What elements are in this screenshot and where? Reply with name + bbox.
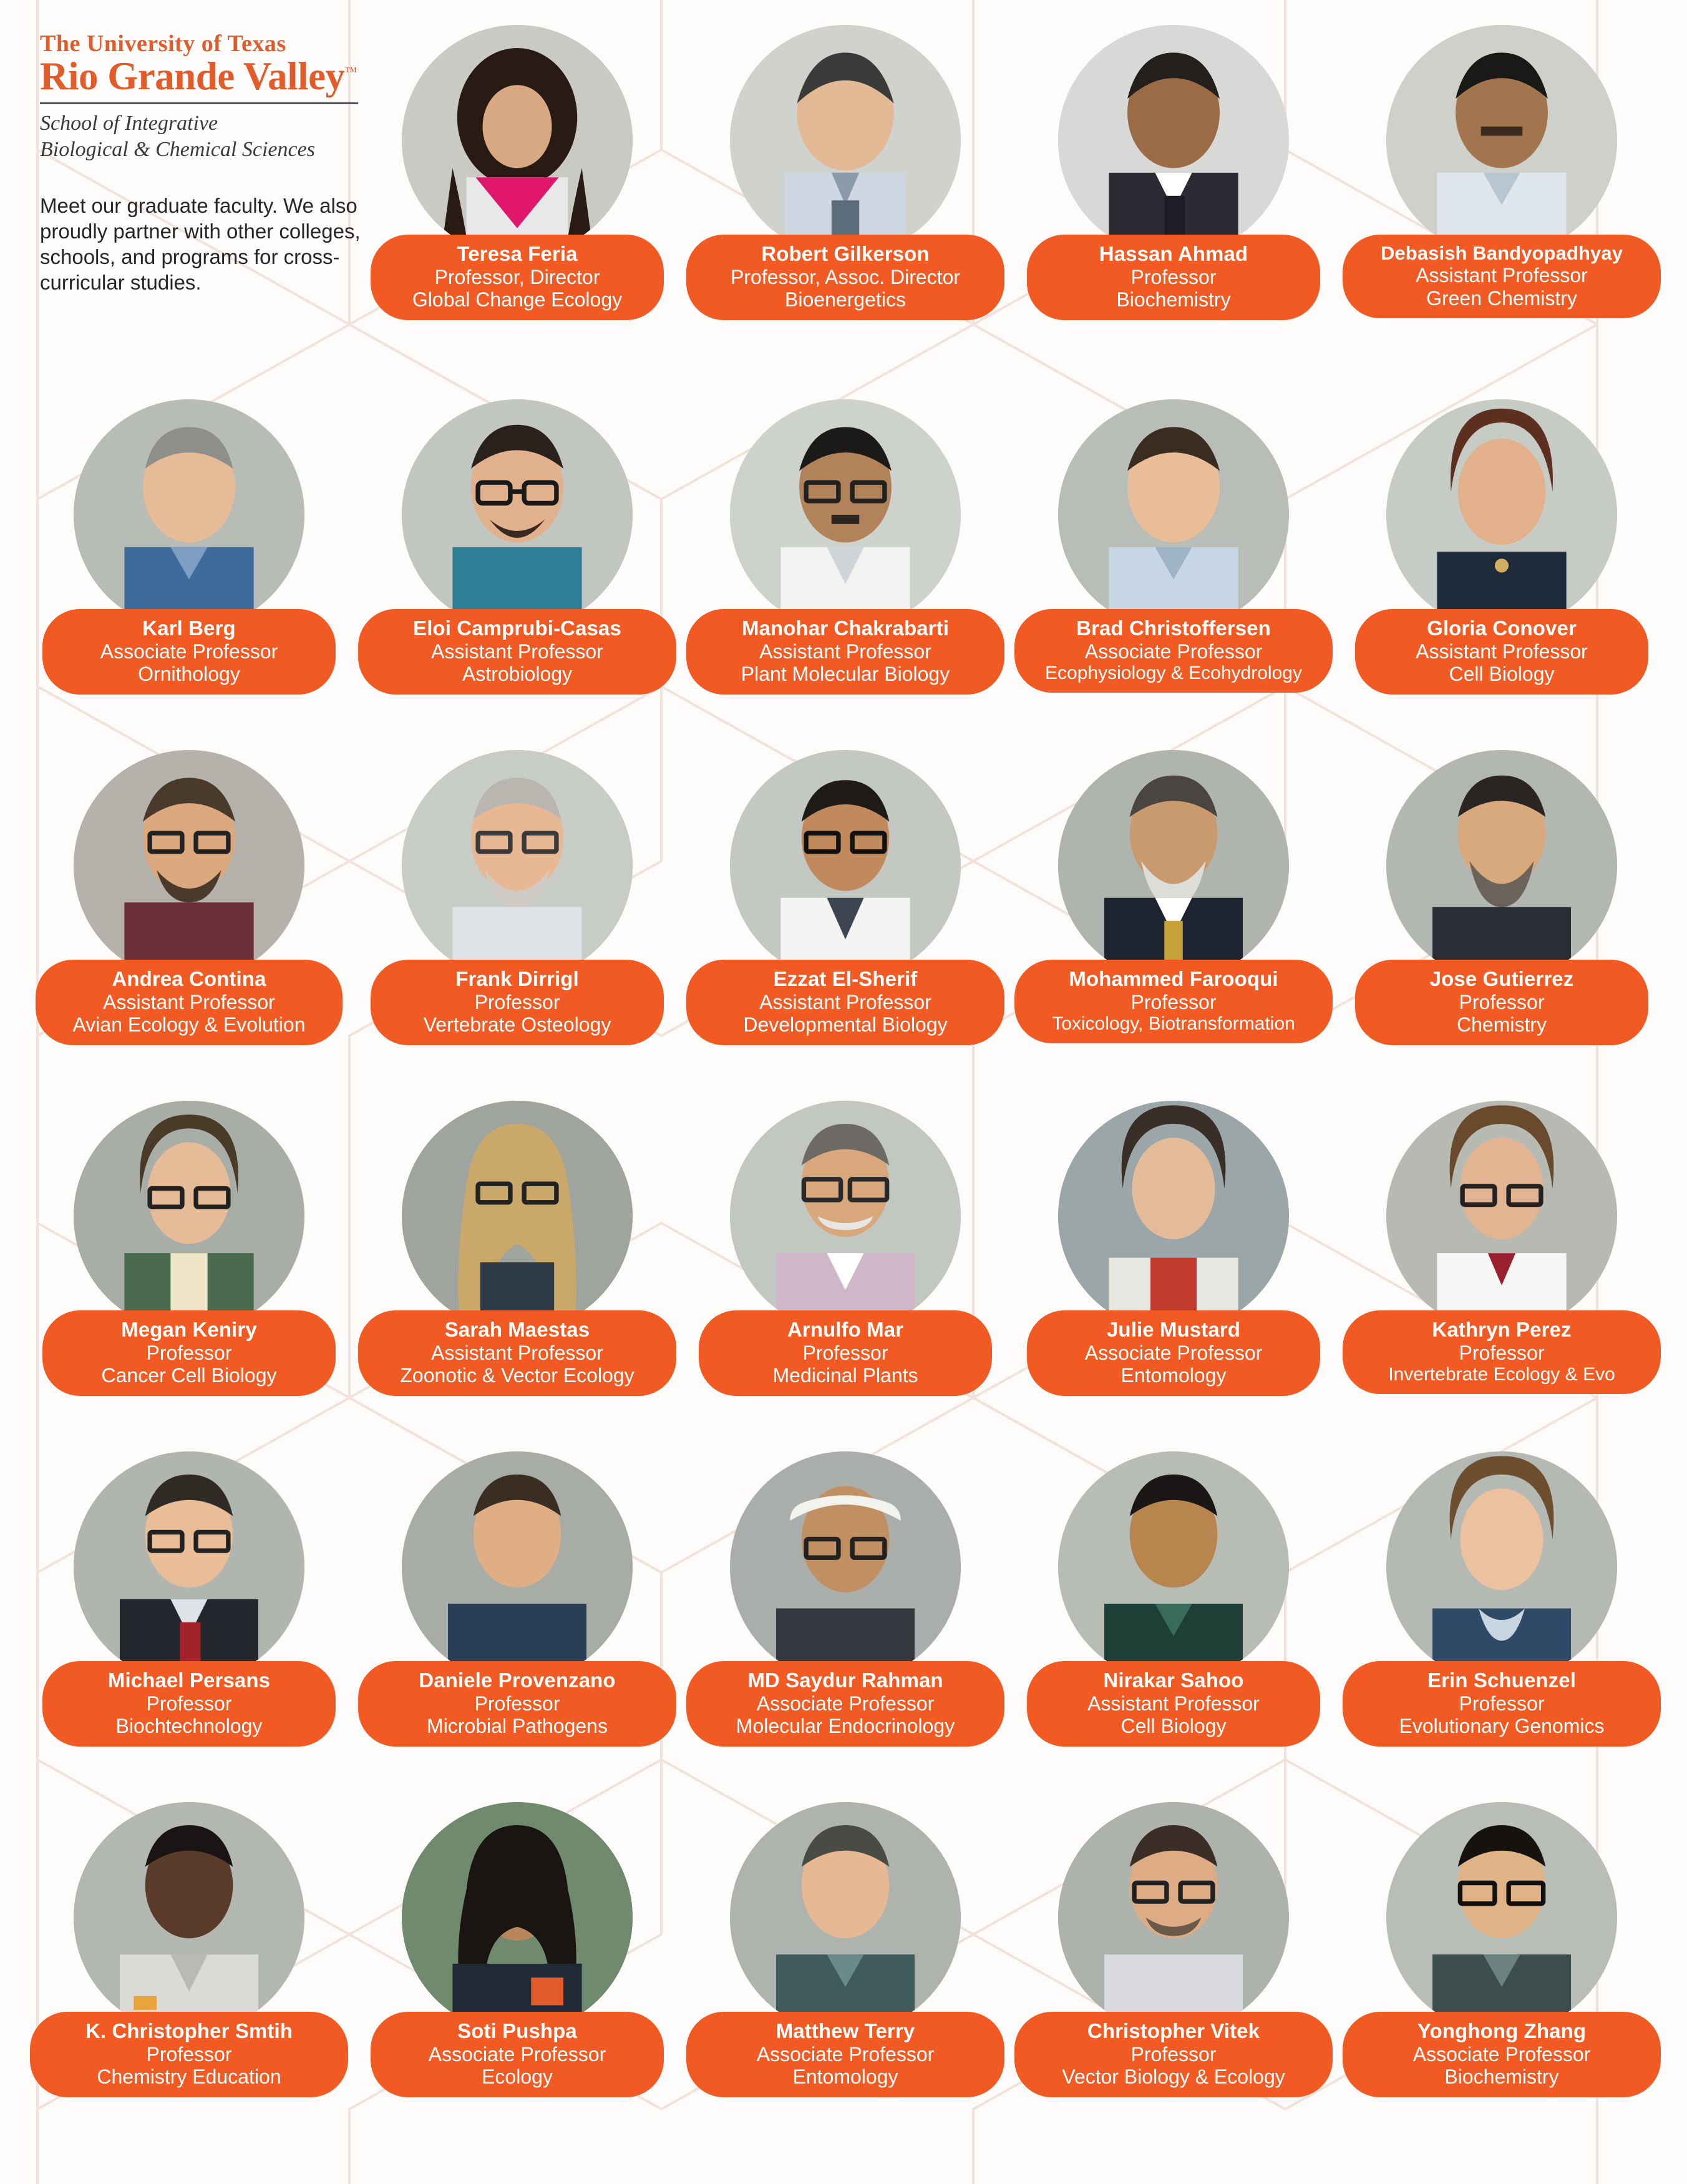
portrait-kathryn-perez	[1386, 1101, 1617, 1332]
faculty-card[interactable]	[1009, 399, 1338, 750]
avatar	[402, 1451, 633, 1682]
portrait-manohar-chakrabarti	[730, 399, 961, 630]
name-card	[686, 235, 1004, 320]
name-card	[42, 1310, 336, 1396]
portrait-megan-keniry	[74, 1101, 304, 1332]
faculty-rank: Assistant Professor	[759, 990, 931, 1013]
portrait-gloria-conover	[1386, 399, 1617, 630]
avatar	[1386, 399, 1617, 630]
faculty-field: Avian Ecology & Evolution	[72, 1013, 306, 1036]
faculty-field: Entomology	[1121, 1364, 1227, 1387]
name-card	[371, 960, 664, 1045]
avatar	[1058, 399, 1289, 630]
name-card	[1343, 1661, 1661, 1747]
faculty-rank: Professor	[1130, 265, 1217, 288]
portrait-robert-gilkerson	[730, 25, 961, 256]
faculty-card[interactable]	[353, 399, 681, 750]
portrait-arnulfo-mar	[730, 1101, 961, 1332]
portrait-wrap	[1338, 750, 1666, 981]
faculty-card[interactable]	[1338, 1802, 1666, 2153]
portrait-hassan-ahmad	[1058, 25, 1289, 256]
name-card	[686, 2012, 1004, 2097]
name-card	[358, 1661, 676, 1747]
faculty-name: Robert Gilkerson	[761, 242, 930, 265]
faculty-field: Ecology	[482, 2065, 553, 2089]
name-card	[30, 2012, 348, 2097]
avatar	[1058, 750, 1289, 981]
avatar	[74, 1802, 304, 2033]
faculty-rank: Associate Professor	[756, 2042, 935, 2065]
faculty-name: Sarah Maestas	[444, 1318, 590, 1341]
avatar	[730, 399, 961, 630]
portrait-md-saydur-rahman	[730, 1451, 961, 1682]
faculty-name: Yonghong Zhang	[1417, 2019, 1587, 2042]
portrait-wrap	[1009, 25, 1338, 256]
portrait-wrap	[681, 399, 1009, 630]
faculty-card[interactable]	[681, 1802, 1009, 2153]
university-name-line2: Rio Grande Valley™	[40, 54, 357, 98]
name-card	[686, 1661, 1004, 1747]
faculty-field: Vector Biology & Ecology	[1062, 2065, 1285, 2089]
faculty-name: Ezzat El-Sherif	[773, 967, 918, 990]
name-card	[358, 1310, 676, 1396]
faculty-name: Karl Berg	[142, 617, 236, 640]
faculty-rank: Professor	[146, 1692, 232, 1715]
faculty-name: Julie Mustard	[1106, 1318, 1240, 1341]
faculty-card[interactable]	[1338, 1451, 1666, 1802]
faculty-card[interactable]	[681, 1451, 1009, 1802]
faculty-rank: Professor	[802, 1341, 888, 1364]
faculty-field: Medicinal Plants	[772, 1364, 918, 1387]
faculty-rank: Assistant Professor	[431, 1341, 603, 1364]
portrait-wrap	[681, 1451, 1009, 1682]
portrait-wrap	[681, 750, 1009, 981]
portrait-wrap	[1338, 1101, 1666, 1332]
faculty-field: Chemistry Education	[97, 2065, 281, 2089]
faculty-name: Debasish Bandyopadhyay	[1380, 242, 1623, 264]
portrait-wrap	[681, 1802, 1009, 2033]
portrait-wrap	[1009, 1802, 1338, 2033]
intro-text: Meet our graduate faculty. We also proudly partner with other colleges, schools, and programs for cross-curricular studies.	[40, 194, 361, 294]
faculty-card[interactable]	[1338, 750, 1666, 1101]
faculty-field: Biochtechnology	[115, 1715, 263, 1738]
faculty-name: Soti Pushpa	[457, 2019, 577, 2042]
portrait-wrap	[1009, 1451, 1338, 1682]
name-card	[1355, 609, 1648, 695]
portrait-wrap	[25, 1101, 353, 1332]
faculty-rank: Assistant Professor	[431, 640, 603, 663]
portrait-wrap	[1009, 1101, 1338, 1332]
faculty-rank: Professor	[1459, 990, 1545, 1013]
faculty-card[interactable]	[25, 1802, 353, 2153]
faculty-name: Mohammed Farooqui	[1069, 967, 1278, 990]
faculty-rank: Professor	[1459, 1692, 1545, 1715]
faculty-name: Eloi Camprubi-Casas	[413, 617, 621, 640]
name-card	[1355, 960, 1648, 1045]
avatar	[402, 1802, 633, 2033]
faculty-row	[25, 750, 1666, 1101]
avatar	[1058, 1451, 1289, 1682]
faculty-rank: Professor	[474, 990, 560, 1013]
faculty-name: Manohar Chakrabarti	[742, 617, 949, 640]
school-name-line1: School of Integrative	[40, 112, 218, 135]
avatar	[1386, 750, 1617, 981]
faculty-name: Nirakar Sahoo	[1103, 1669, 1244, 1692]
avatar	[1058, 1802, 1289, 2033]
faculty-field: Ecophysiology & Ecohydrology	[1045, 663, 1302, 684]
faculty-rank: Professor	[1130, 2042, 1217, 2065]
avatar	[74, 1451, 304, 1682]
portrait-matthew-terry	[730, 1802, 961, 2033]
avatar	[74, 399, 304, 630]
faculty-rank: Professor	[146, 1341, 232, 1364]
faculty-name: Teresa Feria	[457, 242, 578, 265]
faculty-field: Evolutionary Genomics	[1399, 1715, 1605, 1738]
avatar	[1386, 1802, 1617, 2033]
portrait-wrap	[353, 750, 681, 981]
faculty-name: Hassan Ahmad	[1099, 242, 1248, 265]
name-card	[1014, 960, 1333, 1043]
faculty-name: Matthew Terry	[775, 2019, 915, 2042]
faculty-card[interactable]	[681, 399, 1009, 750]
name-card	[36, 960, 343, 1045]
faculty-field: Biochemistry	[1444, 2065, 1559, 2089]
faculty-rank: Professor, Director	[434, 265, 600, 288]
faculty-field: Biochemistry	[1116, 288, 1231, 311]
avatar	[730, 1451, 961, 1682]
portrait-frank-dirrigl	[402, 750, 633, 981]
faculty-name: Erin Schuenzel	[1427, 1669, 1576, 1692]
faculty-card[interactable]	[1338, 25, 1666, 399]
faculty-rank: Assistant Professor	[1087, 1692, 1260, 1715]
faculty-name: Megan Keniry	[121, 1318, 257, 1341]
faculty-rank: Professor	[146, 2042, 232, 2065]
faculty-field: Ornithology	[138, 663, 240, 686]
faculty-card[interactable]	[25, 399, 353, 750]
faculty-row	[25, 25, 1666, 399]
portrait-julie-mustard	[1058, 1101, 1289, 1332]
name-card	[42, 1661, 336, 1747]
faculty-row	[25, 1101, 1666, 1451]
faculty-field: Global Change Ecology	[412, 288, 623, 311]
faculty-field: Chemistry	[1456, 1013, 1547, 1036]
trademark-symbol: ™	[344, 65, 357, 79]
faculty-name: Christopher Vitek	[1087, 2019, 1260, 2042]
avatar	[74, 1101, 304, 1332]
avatar	[402, 399, 633, 630]
faculty-card[interactable]	[681, 750, 1009, 1101]
avatar	[1386, 1101, 1617, 1332]
faculty-field: Entomology	[792, 2065, 898, 2089]
portrait-eloi-camprubi-casas	[402, 399, 633, 630]
faculty-name: K. Christopher Smtih	[85, 2019, 293, 2042]
faculty-field: Microbial Pathogens	[427, 1715, 608, 1738]
portrait-wrap	[25, 1802, 353, 2033]
faculty-field: Green Chemistry	[1426, 286, 1577, 310]
faculty-name: Andrea Contina	[112, 967, 266, 990]
name-card	[686, 960, 1004, 1045]
faculty-rank: Assistant Professor	[1416, 640, 1588, 663]
faculty-rank: Assistant Professor	[1416, 264, 1588, 287]
school-name-line2: Biological & Chemical Sciences	[40, 137, 315, 161]
name-card	[1343, 235, 1661, 318]
faculty-rank: Assistant Professor	[759, 640, 931, 663]
portrait-wrap	[1009, 750, 1338, 981]
name-card	[42, 609, 336, 695]
university-name-line1: The University of Texas	[40, 31, 286, 57]
avatar	[402, 750, 633, 981]
portrait-wrap	[1009, 399, 1338, 630]
portrait-ezzat-el-sherif	[730, 750, 961, 981]
faculty-card[interactable]	[1009, 1451, 1338, 1802]
portrait-wrap	[1338, 399, 1666, 630]
name-card	[1027, 1310, 1320, 1396]
portrait-sarah-maestas	[402, 1101, 633, 1332]
faculty-rank: Assistant Professor	[103, 990, 275, 1013]
faculty-card[interactable]	[1009, 25, 1338, 399]
faculty-field: Cell Biology	[1449, 663, 1555, 686]
portrait-daniele-provenzano	[402, 1451, 633, 1682]
faculty-rank: Associate Professor	[1412, 2042, 1591, 2065]
faculty-card[interactable]	[681, 1101, 1009, 1451]
avatar	[730, 1101, 961, 1332]
portrait-karl-berg	[74, 399, 304, 630]
faculty-field: Invertebrate Ecology & Evo	[1388, 1364, 1615, 1385]
portrait-debasish-bandyopadhyay	[1386, 25, 1617, 256]
portrait-jose-gutierrez	[1386, 750, 1617, 981]
faculty-name: Michael Persans	[107, 1669, 271, 1692]
faculty-card[interactable]	[1009, 1101, 1338, 1451]
faculty-rank: Professor	[1130, 990, 1217, 1013]
portrait-teresa-feria	[402, 25, 633, 256]
portrait-wrap	[353, 1101, 681, 1332]
name-card	[358, 609, 676, 695]
faculty-card[interactable]	[1338, 1101, 1666, 1451]
portrait-andrea-contina	[74, 750, 304, 981]
name-card	[1343, 1310, 1661, 1394]
portrait-wrap	[1338, 1802, 1666, 2033]
portrait-mohammed-farooqui	[1058, 750, 1289, 981]
portrait-k-christopher-smtih	[74, 1802, 304, 2033]
name-card	[699, 1310, 992, 1396]
name-card	[1027, 1661, 1320, 1747]
faculty-card[interactable]	[1009, 750, 1338, 1101]
faculty-row	[25, 1802, 1666, 2153]
portrait-yonghong-zhang	[1386, 1802, 1617, 2033]
faculty-field: Zoonotic & Vector Ecology	[400, 1364, 634, 1387]
avatar	[1058, 1101, 1289, 1332]
faculty-card[interactable]	[353, 25, 681, 399]
faculty-name: MD Saydur Rahman	[747, 1669, 943, 1692]
faculty-field: Cancer Cell Biology	[101, 1364, 277, 1387]
faculty-card[interactable]	[25, 1451, 353, 1802]
portrait-wrap	[681, 1101, 1009, 1332]
portrait-wrap	[353, 1451, 681, 1682]
faculty-card[interactable]	[353, 1802, 681, 2153]
faculty-card[interactable]	[353, 1101, 681, 1451]
avatar	[74, 750, 304, 981]
faculty-rank: Associate Professor	[756, 1692, 935, 1715]
faculty-grid	[25, 25, 1666, 2153]
avatar	[1386, 25, 1617, 256]
faculty-card[interactable]	[25, 1101, 353, 1451]
avatar	[730, 1802, 961, 2033]
avatar	[730, 25, 961, 256]
faculty-row	[25, 1451, 1666, 1802]
faculty-card[interactable]	[353, 1451, 681, 1802]
portrait-soti-pushpa	[402, 1802, 633, 2033]
portrait-christopher-vitek	[1058, 1802, 1289, 2033]
faculty-name: Brad Christoffersen	[1076, 617, 1271, 640]
faculty-rank: Professor	[474, 1692, 560, 1715]
faculty-rank: Professor, Assoc. Director	[730, 265, 961, 288]
faculty-card[interactable]	[25, 750, 353, 1101]
name-card	[1014, 2012, 1333, 2097]
faculty-rank: Associate Professor	[428, 2042, 606, 2065]
faculty-rank: Associate Professor	[100, 640, 278, 663]
name-card	[686, 609, 1004, 695]
name-card	[371, 235, 664, 320]
portrait-wrap	[681, 25, 1009, 256]
faculty-field: Developmental Biology	[743, 1013, 948, 1036]
faculty-row	[25, 399, 1666, 750]
faculty-name: Kathryn Perez	[1432, 1318, 1572, 1341]
name-card	[1027, 235, 1320, 320]
portrait-wrap	[353, 25, 681, 256]
faculty-field: Bioenergetics	[785, 288, 906, 311]
faculty-card[interactable]	[681, 25, 1009, 399]
portrait-michael-persans	[74, 1451, 304, 1682]
avatar	[730, 750, 961, 981]
faculty-name: Gloria Conover	[1427, 617, 1577, 640]
portrait-wrap	[353, 1802, 681, 2033]
portrait-brad-christoffersen	[1058, 399, 1289, 630]
faculty-rank: Associate Professor	[1084, 1341, 1263, 1364]
faculty-field: Vertebrate Osteology	[423, 1013, 611, 1036]
portrait-wrap	[25, 750, 353, 981]
portrait-wrap	[1338, 1451, 1666, 1682]
portrait-erin-schuenzel	[1386, 1451, 1617, 1682]
faculty-name: Daniele Provenzano	[419, 1669, 616, 1692]
faculty-field: Toxicology, Biotransformation	[1052, 1013, 1295, 1035]
portrait-nirakar-sahoo	[1058, 1451, 1289, 1682]
name-card	[1014, 609, 1333, 693]
portrait-wrap	[25, 1451, 353, 1682]
portrait-wrap	[25, 399, 353, 630]
name-card	[1343, 2012, 1661, 2097]
faculty-rank: Professor	[1459, 1341, 1545, 1364]
faculty-card[interactable]	[353, 750, 681, 1101]
faculty-field: Cell Biology	[1121, 1715, 1227, 1738]
faculty-name: Jose Gutierrez	[1429, 967, 1574, 990]
faculty-card[interactable]	[1338, 399, 1666, 750]
name-card	[371, 2012, 664, 2097]
faculty-card[interactable]	[1009, 1802, 1338, 2153]
faculty-name: Arnulfo Mar	[787, 1318, 904, 1341]
avatar	[402, 25, 633, 256]
faculty-rank: Associate Professor	[1084, 640, 1263, 663]
portrait-wrap	[353, 399, 681, 630]
faculty-field: Molecular Endocrinology	[736, 1715, 955, 1738]
portrait-wrap	[1338, 25, 1666, 256]
avatar	[1058, 25, 1289, 256]
faculty-name: Frank Dirrigl	[455, 967, 579, 990]
faculty-field: Plant Molecular Biology	[741, 663, 950, 686]
faculty-field: Astrobiology	[462, 663, 573, 686]
avatar	[402, 1101, 633, 1332]
avatar	[1386, 1451, 1617, 1682]
